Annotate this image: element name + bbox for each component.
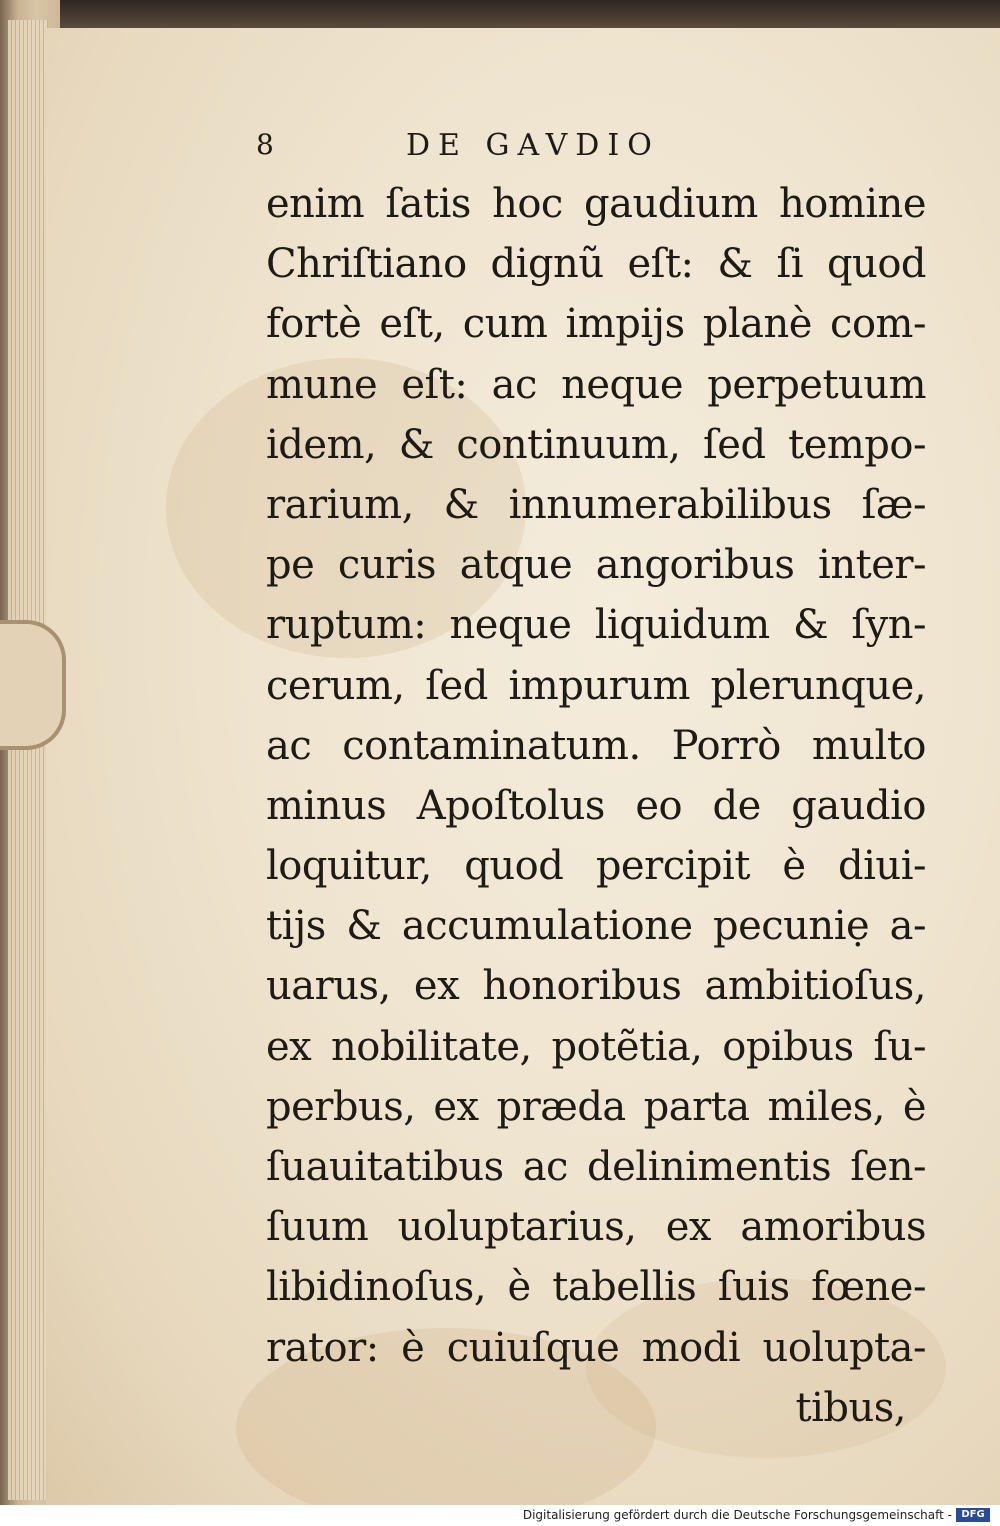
clasp-strap <box>0 620 66 750</box>
text-line: rarium, & innumerabilibus ſæ- <box>266 481 926 528</box>
text-line: ſuauitatibus ac delinimentis ſen- <box>266 1144 926 1190</box>
text-line: ex nobilitate, potẽtia, opibus ſu- <box>266 1023 926 1070</box>
page-text <box>216 128 926 1438</box>
text-line: tijs & accumulatione pecuniẹ a- <box>266 903 926 950</box>
text-lines <box>216 174 926 1378</box>
text-line: ruptum: neque liquidum & ſyn- <box>266 602 926 649</box>
text-line: ſuum uoluptarius, ex amoribus <box>266 1204 926 1251</box>
text-line: idem, & continuum, ſed tempo- <box>266 421 926 468</box>
page-number: 8 <box>256 128 282 161</box>
text-line: mune eſt: ac neque perpetuum <box>266 361 926 408</box>
text-line: pe curis atque angoribus inter- <box>266 542 926 589</box>
page-header <box>216 128 926 174</box>
text-line: fortè eſt, cum impijs planè com- <box>266 301 926 348</box>
text-line: loquitur, quod percipit è diui- <box>266 843 926 890</box>
text-line: minus Apoſtolus eo de gaudio <box>266 782 926 829</box>
text-line: ac contaminatum. Porrò multo <box>266 722 926 769</box>
catchword: tibus, <box>795 1384 906 1431</box>
text-line: libidinoſus, è tabellis ſuis fœne- <box>266 1264 926 1311</box>
text-line: cerum, ſed impurum plerunque, <box>266 662 926 709</box>
text-line: Chriſtiano dignũ eſt: & ſi quod <box>266 241 926 288</box>
text-line: rator: è cuiuſque modi uolupta- <box>266 1324 926 1371</box>
text-line: uarus, ex honoribus ambitioſus, <box>266 963 926 1010</box>
page-stack <box>8 20 48 1500</box>
digitization-footer <box>0 1505 1000 1526</box>
dfg-logo: DFG <box>956 1508 990 1522</box>
running-head: DE GAVDIO <box>406 128 660 163</box>
digitization-credit: Digitalisierung gefördert durch die Deutsche Forschungsgemeinschaft - <box>522 1508 952 1522</box>
text-line: perbus, ex præda parta miles, è <box>266 1083 926 1130</box>
text-line: enim ſatis hoc gaudium homine <box>266 181 926 227</box>
